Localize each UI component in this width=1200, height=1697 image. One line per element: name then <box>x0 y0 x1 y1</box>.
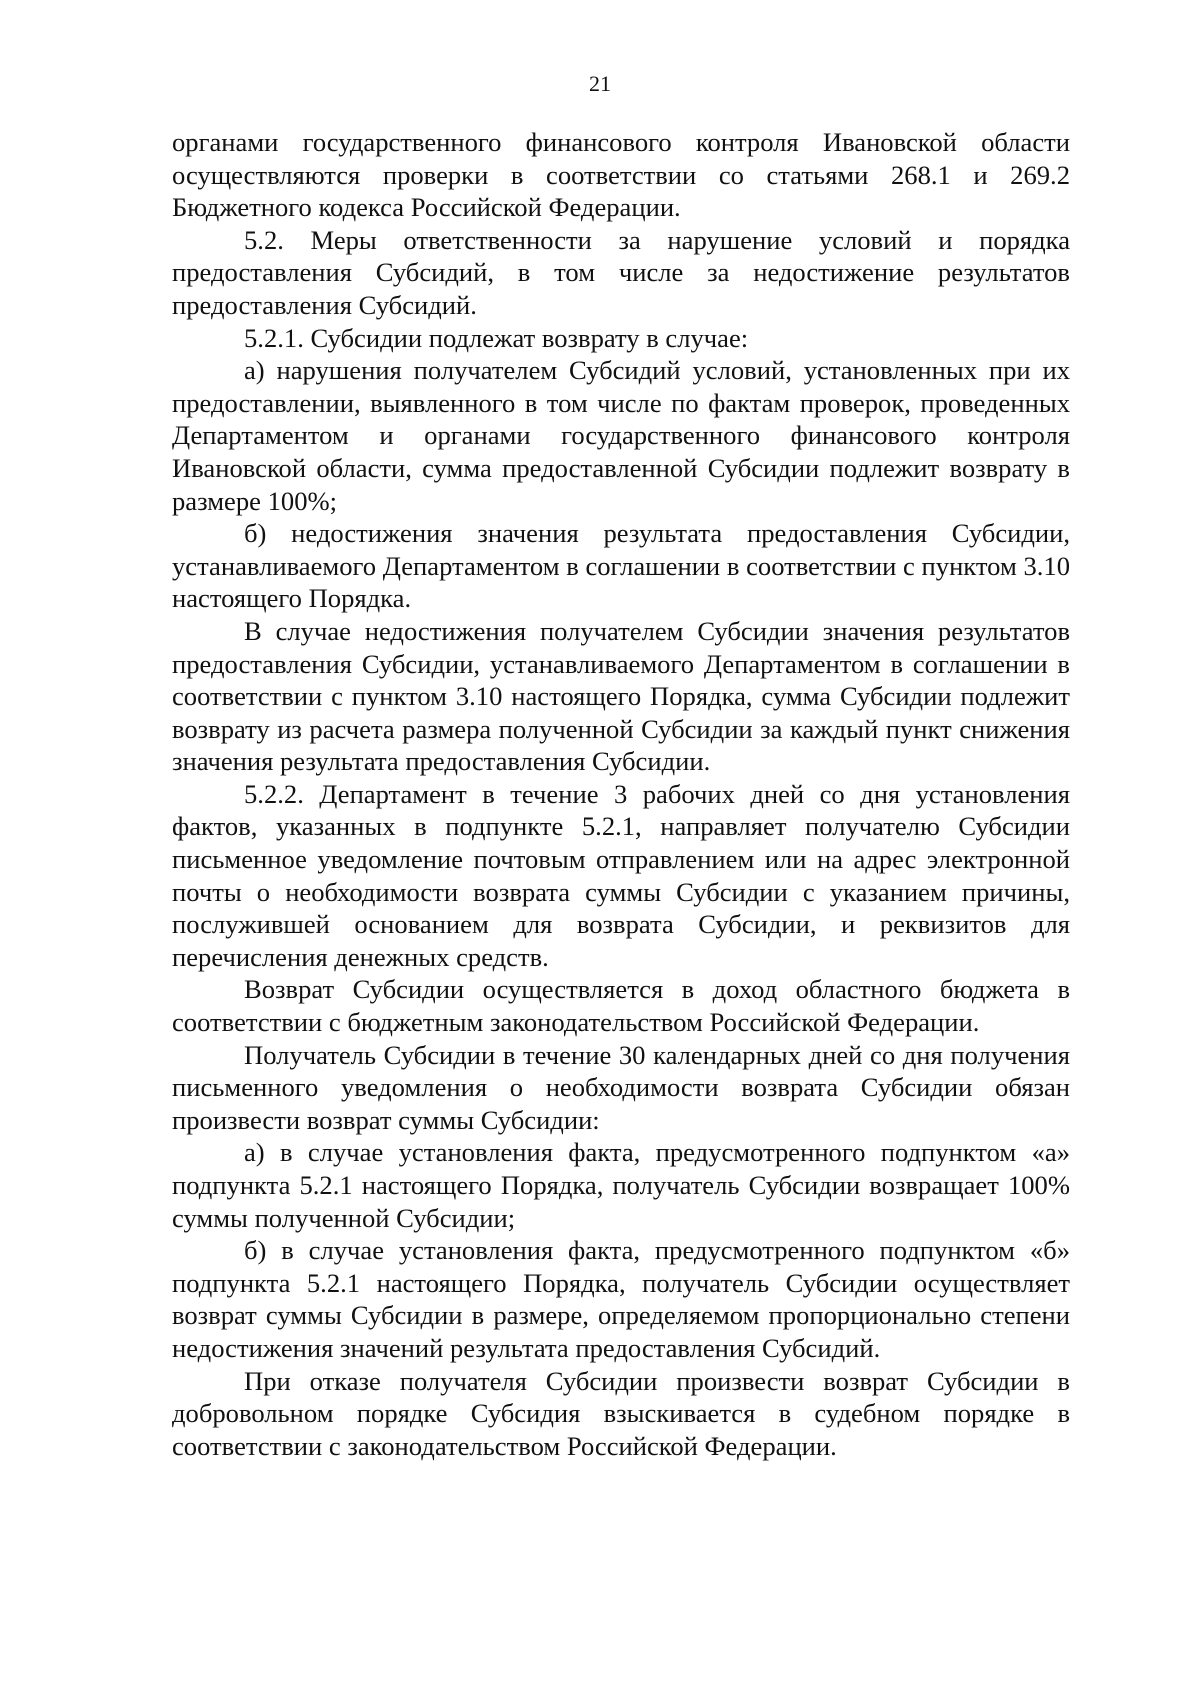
paragraph-5-2-1-a: а) нарушения получателем Субсидий условий, установленных при их предоставлении, выявленного в том числе по фактам проверок, проведенных Департаментом и органами государственного финансового контроля Ивановской области, сумма предоставленной Субсидии подлежит возврату в размере 100%; <box>172 355 1070 516</box>
paragraph-refund-a: а) в случае установления факта, предусмотренного подпунктом «а» подпункта 5.2.1 настоящего Порядка, получатель Субсидии возвращает 100% суммы полученной Субсидии; <box>172 1137 1070 1233</box>
paragraph-court-recovery: При отказе получателя Субсидии произвести возврат Субсидии в добровольном порядке Субсидия взыскивается в судебном порядке в соответствии с законодательством Российской Федерации. <box>172 1365 1070 1461</box>
paragraph-refund-destination: Возврат Субсидии осуществляется в доход областного бюджета в соответствии с бюджетным законодательством Российской Федерации. <box>172 974 1070 1038</box>
paragraph-5-2-1: 5.2.1. Субсидии подлежат возврату в случае: <box>244 322 749 353</box>
page-number: 21 <box>589 71 611 96</box>
paragraph-5-2-1-b: б) недостижения значения результата предоставления Субсидии, устанавливаемого Департаментом в соглашении в соответствии с пунктом 3.10 настоящего Порядка. <box>172 518 1070 614</box>
paragraph-refund-b: б) в случае установления факта, предусмотренного подпунктом «б» подпункта 5.2.1 настоящего Порядка, получатель Субсидии осуществляет возврат суммы Субсидии в размере, определяемом пропорционально степени недостижения значений результата предоставления Субсидий. <box>172 1235 1070 1363</box>
paragraph-5-2: 5.2. Меры ответственности за нарушение условий и порядка предоставления Субсидий, в том числе за недостижение результатов предоставления Субсидий. <box>172 224 1070 320</box>
document-body <box>172 126 1070 1462</box>
paragraph-5-2-2: 5.2.2. Департамент в течение 3 рабочих дней со дня установления фактов, указанных в подпункте 5.2.1, направляет получателю Субсидии письменное уведомление почтовым отправлением или на адрес электронной почты о необходимости возврата суммы Субсидии с указанием причины, послужившей основанием для возврата Субсидии, и реквизитов для перечисления денежных средств. <box>172 778 1070 972</box>
paragraph-refund-deadline: Получатель Субсидии в течение 30 календарных дней со дня получения письменного уведомления о необходимости возврата Субсидии обязан произвести возврат суммы Субсидии: <box>172 1039 1070 1135</box>
paragraph-continuation: органами государственного финансового контроля Ивановской области осуществляются проверки в соответствии со статьями 268.1 и 269.2 Бюджетного кодекса Российской Федерации. <box>172 127 1070 223</box>
paragraph-shortfall-case: В случае недостижения получателем Субсидии значения результатов предоставления Субсидии, устанавливаемого Департаментом в соглашении в соответствии с пунктом 3.10 настоящего Порядка, сумма Субсидии подлежит возврату из расчета размера полученной Субсидии за каждый пункт снижения значения результата предоставления Субсидии. <box>172 615 1070 777</box>
